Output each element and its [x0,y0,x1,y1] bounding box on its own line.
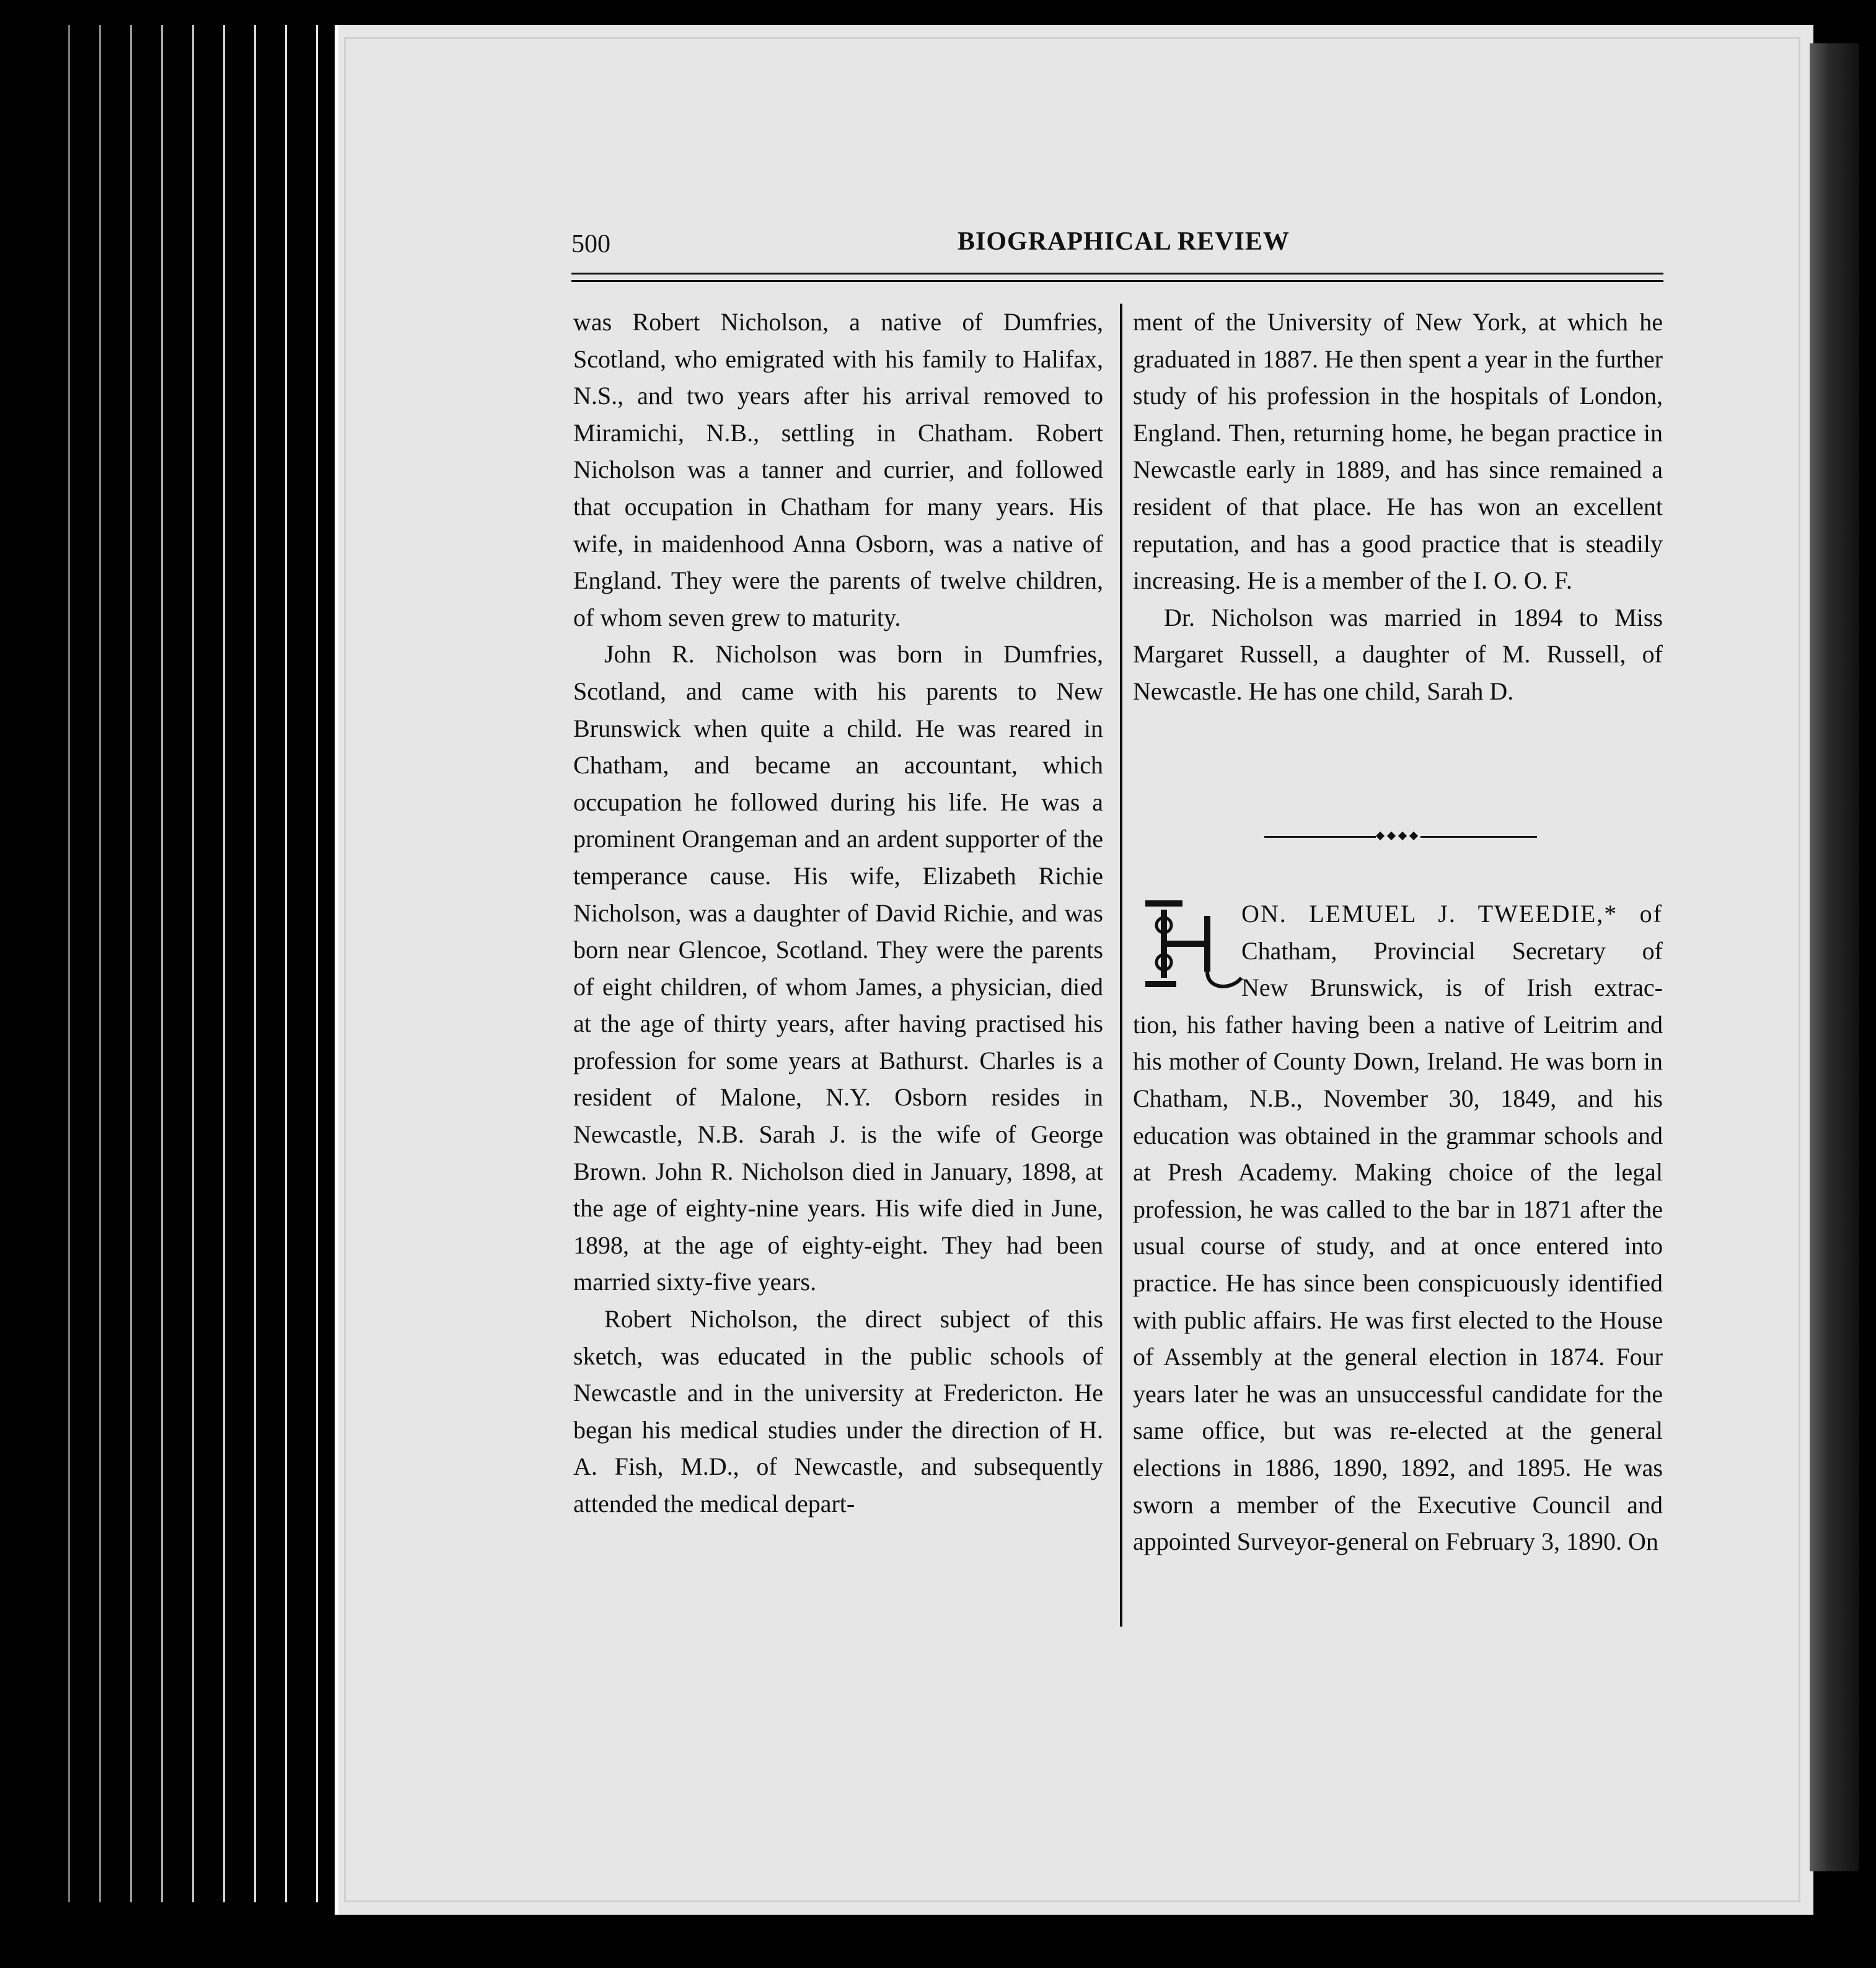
paragraph: Dr. Nicholson was married in 1894 to Miss Margaret Russell, a daughter of M. Russell, of Newcastle. He has one child, Sarah D. [1133,603,1663,705]
tweedie-body: tion, his father having been a native of Leitrim and his mother of County Down, Ireland. He was born in Chatham, N.B., November 30, 1849, and his education was obtained in the grammar schools and at Presh Academy. Making choice of the legal profession, he was called to the bar in 1871 after the usual course of study, and at once entered into practice. He has since been conspicuously identified with public affairs. He was first elected to the House of Assembly at the general election in 1874. Four years later he was an unsuccessful candidate for the same office, but was re-elected at the general elections in 1886, 1890, 1892, and 1895. He was sworn a member of the Executive Council and appointed Surveyor-general on February 3, 1890. On [1133,1010,1663,1556]
paragraph: John R. Nicholson was born in Dumfries, Scotland, and came with his parents to New Brunswick when quite a child. He was reared in Chatham, and became an accountant, which occupation he followed during his life. He was a prominent Orangeman and an ardent supporter of the temperance cause. His wife, Elizabeth Richie Nicholson, was a daughter of David Richie, and was born near Glencoe, Scotland. They were the parents of eight children, of whom James, a physician, died at the age of thirty years, after having practised his profession for some years at Bathurst. Charles is a resident of Malone, N.Y. Osborn resides in Newcastle, N.B. Sarah J. is the wife of George Brown. John R. Nicholson died in January, 1898, at the age of eighty-nine years. His wife died in June, 1898, at the age of eighty-eight. They had been married sixty-five years. [573,640,1103,1296]
running-title: BIOGRAPHICAL REVIEW [958,227,1290,256]
tweedie-line-1: ON. LEMUEL J. TWEEDIE,* of [1241,900,1663,928]
header-rule-top [571,273,1663,275]
page-number: 500 [571,230,610,258]
tweedie-biography [1133,895,1663,1560]
paragraph: ment of the University of New York, at which he graduated in 1887. He then spent a year in the further study of his profession in the hospitals of London, England. Then, returning home, he began practice in Newcastle early in 1889, and has since remained a resident of that place. He has won an excellent reputation, and has a good practice that is steadily increasing. He is a member of the I. O. O. F. [1133,308,1663,595]
book-page-edges [56,25,341,1902]
section-ornament [1264,830,1537,843]
column-divider [1120,304,1122,1627]
right-column-top [1133,304,1663,710]
header-rule-bottom [571,280,1663,282]
left-column [573,304,1103,1522]
book-gutter-shadow [1810,43,1859,1871]
tweedie-line-3: New Brunswick, is of Irish extrac- [1241,973,1663,1002]
running-head [0,223,1876,266]
paragraph: was Robert Nicholson, a native of Dumfries, Scotland, who emigrated with his family to Halifax, N.S., and two years after his arrival removed to Miramichi, N.B., settling in Chatham. Robert Nicholson was a tanner and currier, and followed that occupation in Chatham for many years. His wife, in maidenhood Anna Osborn, was a native of England. They were the parents of twelve children, of whom seven grew to maturity. [573,308,1103,631]
paragraph: Robert Nicholson, the direct subject of this sketch, was educated in the public schools of Newcastle and in the university at Fredericton. He began his medical studies under the direction of H. A. Fish, M.D., of Newcastle, and subsequently attended the medical depart- [573,1305,1103,1518]
tweedie-line-2: Chatham, Provincial Secretary of [1241,936,1663,965]
